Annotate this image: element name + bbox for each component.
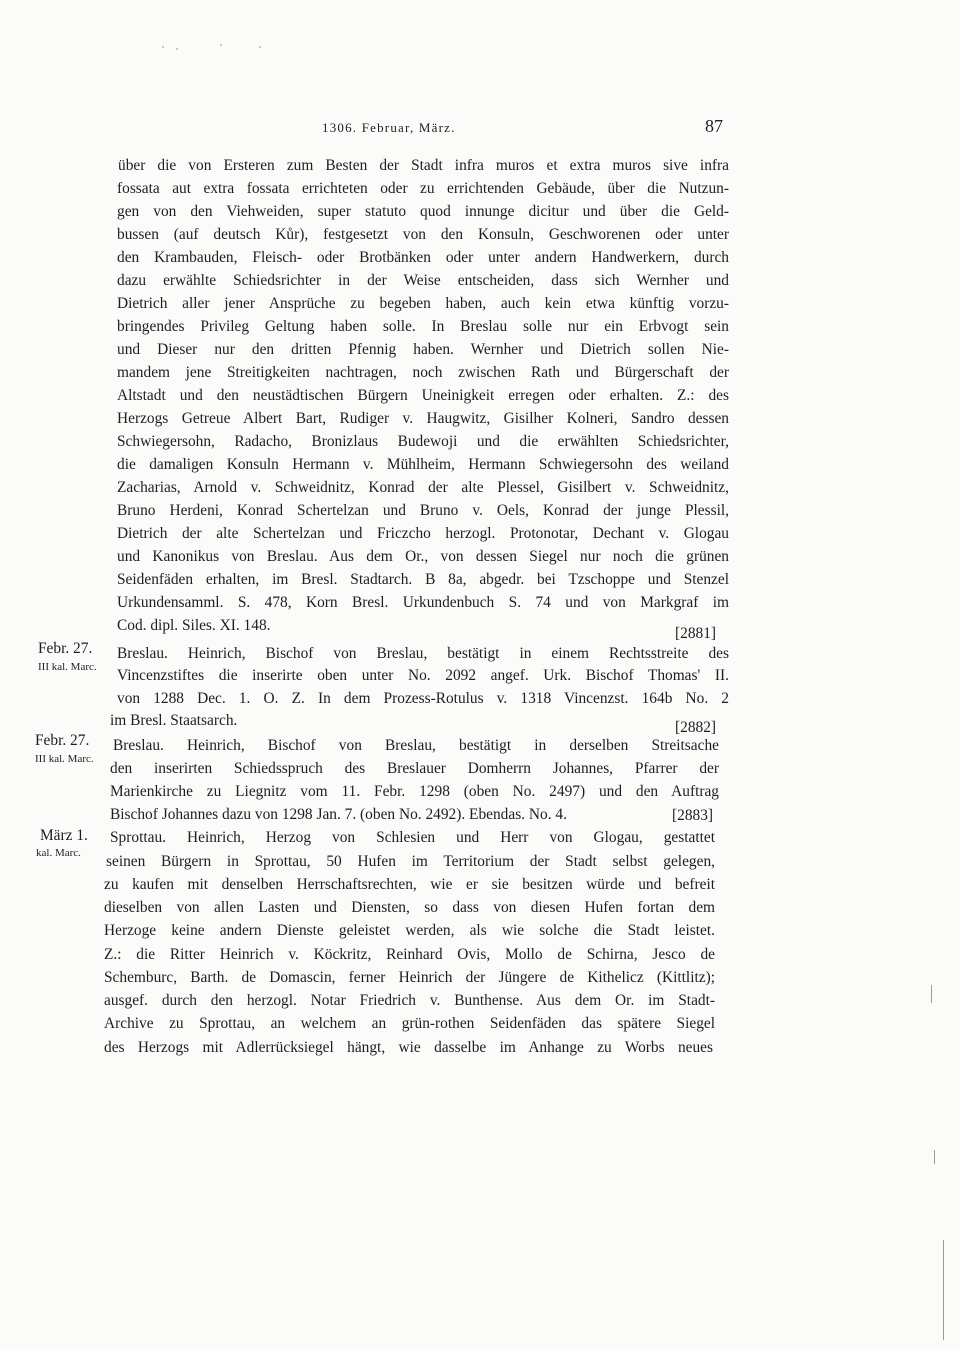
- text-line: Cod. dipl. Siles. XI. 148.: [117, 617, 271, 634]
- text-line: von 1288 Dec. 1. O. Z. In dem Prozess-Rotulus v. 1318 Vincenzst. 164b No. 2: [117, 690, 729, 707]
- entry-date: Febr. 27.: [38, 640, 93, 657]
- running-head: 1306. Februar, März.: [322, 120, 456, 135]
- text-line: bussen (auf deutsch Kůr), festgesetzt von den Konsuln, Geschworenen oder unter: [117, 226, 729, 243]
- text-line: Schemburc, Barth. de Domascin, ferner Heinrich der Jüngere de Kithelicz (Kittlitz);: [104, 969, 715, 986]
- text-line: Altstadt und den neustädtischen Bürgern Uneinigkeit erregen oder erhalten. Z.: des: [117, 387, 729, 404]
- entry-number: [2881]: [675, 625, 717, 642]
- text-line: den inserirten Schiedsspruch des Breslauer Domherrn Johannes, Pfarrer der: [110, 760, 719, 777]
- entry-date: Febr. 27.: [35, 732, 90, 749]
- page-header: [0, 116, 960, 144]
- text-line: Dietrich der alte Schertelzan und Friczcho herzogl. Protonotar, Dechant v. Glogau: [117, 525, 729, 542]
- entry-date: März 1.: [40, 827, 88, 844]
- text-line: zu kaufen mit denselben Herrschaftsrechten, wie er sie besitzen würde und befreit: [104, 876, 715, 893]
- text-line: gen von den Viehweiden, super statuto quod innunge dicitur und über die Geld-: [117, 203, 729, 220]
- text-line: des Herzogs mit Adlerrücksiegel hängt, wie dasselbe im Anhange zu Worbs neues: [104, 1039, 713, 1056]
- text-line: Z.: die Ritter Heinrich v. Köckritz, Reinhard Ovis, Mollo de Schirna, Jesco de: [104, 946, 715, 963]
- text-line: Archive zu Sprottau, an welchem an grün-rothen Seidenfäden das spätere Siegel: [104, 1015, 715, 1032]
- text-line: bringendes Privileg Geltung haben solle. In Breslau solle nur ein Erbvogt sein: [117, 318, 729, 335]
- text-line: den Krambauden, Fleisch- oder Brotbänken oder unter andern Handwerkern, durch: [117, 249, 729, 266]
- text-line: Vincenzstiftes die inserirte oben unter No. 2092 angef. Urk. Bischof Thomas' II.: [117, 667, 729, 684]
- text-line: über die von Ersteren zum Besten der Stadt infra muros et extra muros sive infra: [118, 157, 729, 174]
- text-line: Bruno Herdeni, Konrad Schertelzan und Bruno v. Oels, Konrad der junge Plessil,: [117, 502, 729, 519]
- text-line: mandem jene Streitigkeiten nachtragen, noch zwischen Rath und Bürgerschaft der: [117, 364, 729, 381]
- scan-edge-mark: [931, 985, 932, 1003]
- text-line: Schwiegersohn, Radacho, Bronizlaus Budewoji und die erwählten Schiedsrichter,: [117, 433, 729, 450]
- text-line: Sprottau. Heinrich, Herzog von Schlesien und Herr von Glogau, gestattet: [110, 829, 715, 846]
- text-line: Seidenfäden erhalten, im Bresl. Stadtarch. B 8a, abgedr. bei Tzschoppe und Stenzel: [117, 571, 729, 588]
- text-line: Zacharias, Arnold v. Schweidnitz, Konrad der alte Plessel, Gisilbert v. Schweidnitz,: [117, 479, 729, 496]
- entry-roman-date: III kal. Marc.: [38, 661, 97, 673]
- text-line: Bischof Johannes dazu von 1298 Jan. 7. (oben No. 2492). Ebendas. No. 4.: [110, 806, 567, 823]
- text-line: die damaligen Konsuln Hermann v. Mühlheim, Hermann Schwiegersohn des weiland: [117, 456, 729, 473]
- scan-edge-mark: [934, 1150, 935, 1164]
- text-line: Marienkirche zu Liegnitz vom 11. Febr. 1298 (oben No. 2497) und den Auftrag: [110, 783, 719, 800]
- scan-edge-mark: [943, 1240, 944, 1340]
- text-line: Herzoge keine andern Dienste geleistet werden, als wie solche die Stadt leistet.: [104, 922, 715, 939]
- text-line: Breslau. Heinrich, Bischof von Breslau, bestätigt in einem Rechtsstreite des: [117, 645, 729, 662]
- text-line: und Kanonikus von Breslau. Aus dem Or., von dessen Siegel nur noch die grünen: [117, 548, 729, 565]
- text-line: ausgef. durch den herzogl. Notar Friedrich v. Bunthense. Aus dem Or. im Stadt-: [104, 992, 715, 1009]
- text-line: Breslau. Heinrich, Bischof von Breslau, bestätigt in derselben Streitsache: [113, 737, 719, 754]
- entry-number: [2883]: [672, 807, 714, 824]
- entry-roman-date: kal. Marc.: [36, 847, 81, 859]
- text-line: Herzogs Getreue Albert Bart, Rudiger v. Haugwitz, Gisilher Kolneri, Sandro dessen: [117, 410, 729, 427]
- text-line: im Bresl. Staatsarch.: [110, 712, 238, 729]
- entry-number: [2882]: [675, 719, 717, 736]
- entry-roman-date: III kal. Marc.: [35, 753, 94, 765]
- text-line: seinen Bürgern in Sprottau, 50 Hufen im Territorium der Stadt selbst gelegen,: [106, 853, 715, 870]
- text-line: Urkundensamml. S. 478, Korn Bresl. Urkundenbuch S. 74 und von Markgraf im: [117, 594, 729, 611]
- text-line: dieselben von allen Lasten und Diensten, so dass von diesen Hufen fortan dem: [104, 899, 715, 916]
- text-line: dazu erwählte Schiedsrichter in der Weise entscheiden, dass sich Wernher und: [117, 272, 729, 289]
- text-line: Dietrich aller jener Ansprüche zu begeben haben, auch kein etwa künftig vorzu-: [117, 295, 729, 312]
- text-line: und Dieser nur den dritten Pfennig haben. Wernher und Dietrich sollen Nie-: [117, 341, 729, 358]
- page-number: 87: [705, 116, 723, 136]
- text-line: fossata aut extra fossata errichteten oder zu errichtenden Gebäude, über die Nutzun-: [117, 180, 729, 197]
